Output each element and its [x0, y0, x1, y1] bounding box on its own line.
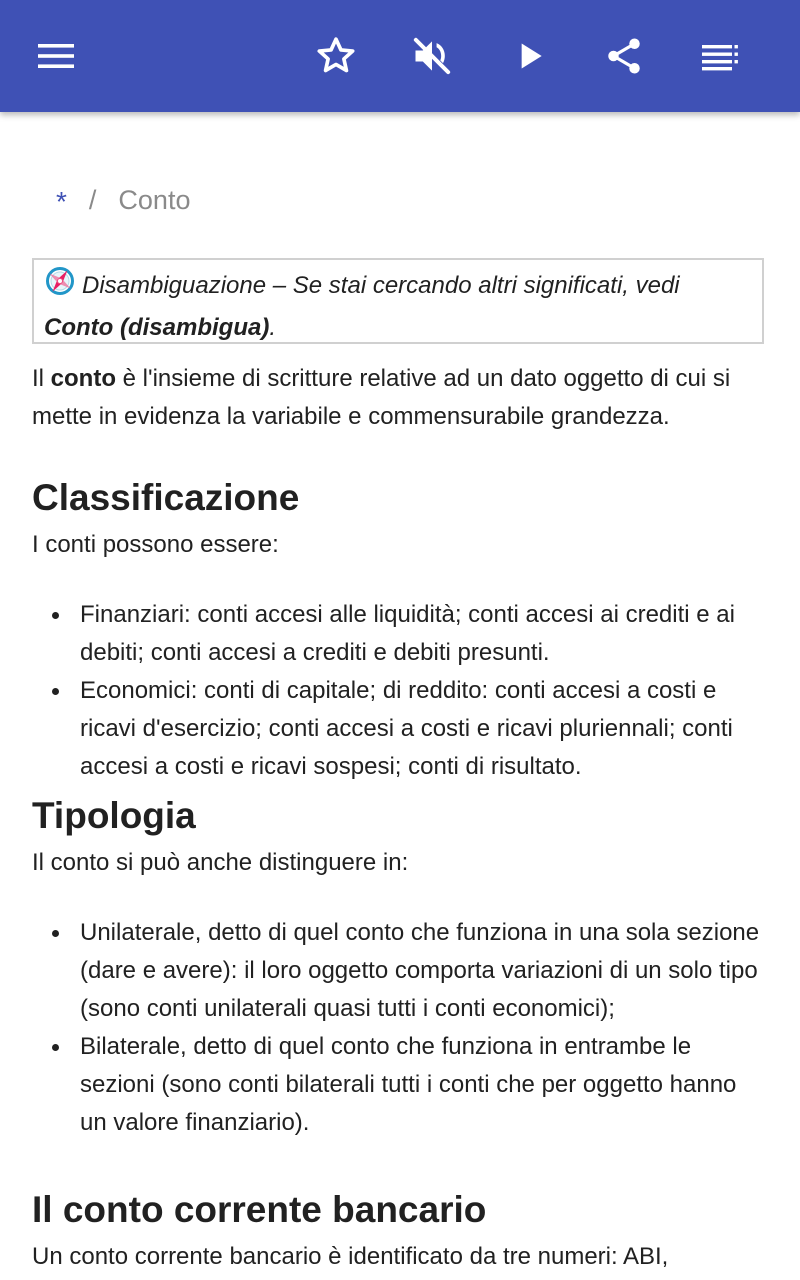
favorite-button[interactable]	[308, 28, 364, 84]
breadcrumb	[56, 180, 190, 220]
section-heading-classificazione: Classificazione	[32, 477, 300, 518]
app-toolbar	[0, 0, 800, 112]
breadcrumb-home-link[interactable]: *	[56, 186, 67, 217]
section-heading-tipologia: Tipologia	[32, 795, 196, 836]
section-lead-classificazione: I conti possono essere:	[32, 531, 279, 558]
intro-paragraph	[32, 360, 768, 436]
list-tipologia	[32, 914, 768, 1142]
section-heading-conto-corrente: Il conto corrente bancario	[32, 1189, 487, 1230]
volume-off-icon	[410, 34, 454, 78]
star-outline-icon	[314, 34, 358, 78]
list-item: Unilaterale, detto di quel conto che funziona in una sola sezione (dare e avere): il loro oggetto comporta variazioni di un solo tipo (sono conti unilaterali quasi tutti i conti economici);	[32, 914, 768, 1028]
compass-icon	[44, 265, 76, 309]
disambiguation-suffix: .	[269, 314, 276, 341]
mute-button[interactable]	[404, 28, 460, 84]
disambiguation-notice	[32, 258, 764, 344]
playlist-icon	[700, 36, 740, 76]
disambiguation-link[interactable]: Conto (disambigua)	[44, 314, 270, 341]
intro-term: conto	[50, 365, 116, 392]
breadcrumb-separator: /	[88, 184, 97, 215]
breadcrumb-current: Conto	[118, 184, 191, 215]
play-button[interactable]	[502, 28, 558, 84]
list-item: Economici: conti di capitale; di reddito: conti accesi a costi e ricavi d'esercizio; conti accesi a costi e ricavi pluriennali; conti accesi a costi e ricavi sospesi; conti di risultato.	[32, 672, 768, 786]
section-lead-tipologia: Il conto si può anche distinguere in:	[32, 849, 409, 876]
list-classificazione	[32, 596, 768, 786]
section-lead-conto-corrente: Un conto corrente bancario è identificato da tre numeri: ABI,	[32, 1243, 669, 1270]
intro-text-after: è l'insieme di scritture relative ad un dato oggetto di cui si mette in evidenza la variabile e commensurabile grandezza.	[32, 365, 731, 430]
menu-button[interactable]	[28, 28, 84, 84]
disambiguation-text: Disambiguazione – Se stai cercando altri significati, vedi	[82, 272, 680, 299]
intro-text-before: Il	[32, 365, 51, 392]
share-button[interactable]	[596, 28, 652, 84]
play-icon	[510, 36, 550, 76]
share-icon	[603, 35, 645, 77]
list-item: Bilaterale, detto di quel conto che funziona in entrambe le sezioni (sono conti bilaterali tutti i conti che per oggetto hanno un valore finanziario).	[32, 1028, 768, 1142]
list-item: Finanziari: conti accesi alle liquidità; conti accesi ai crediti e ai debiti; conti accesi a crediti e debiti presunti.	[32, 596, 768, 672]
hamburger-menu-icon	[36, 36, 76, 76]
playlist-button[interactable]	[692, 28, 748, 84]
